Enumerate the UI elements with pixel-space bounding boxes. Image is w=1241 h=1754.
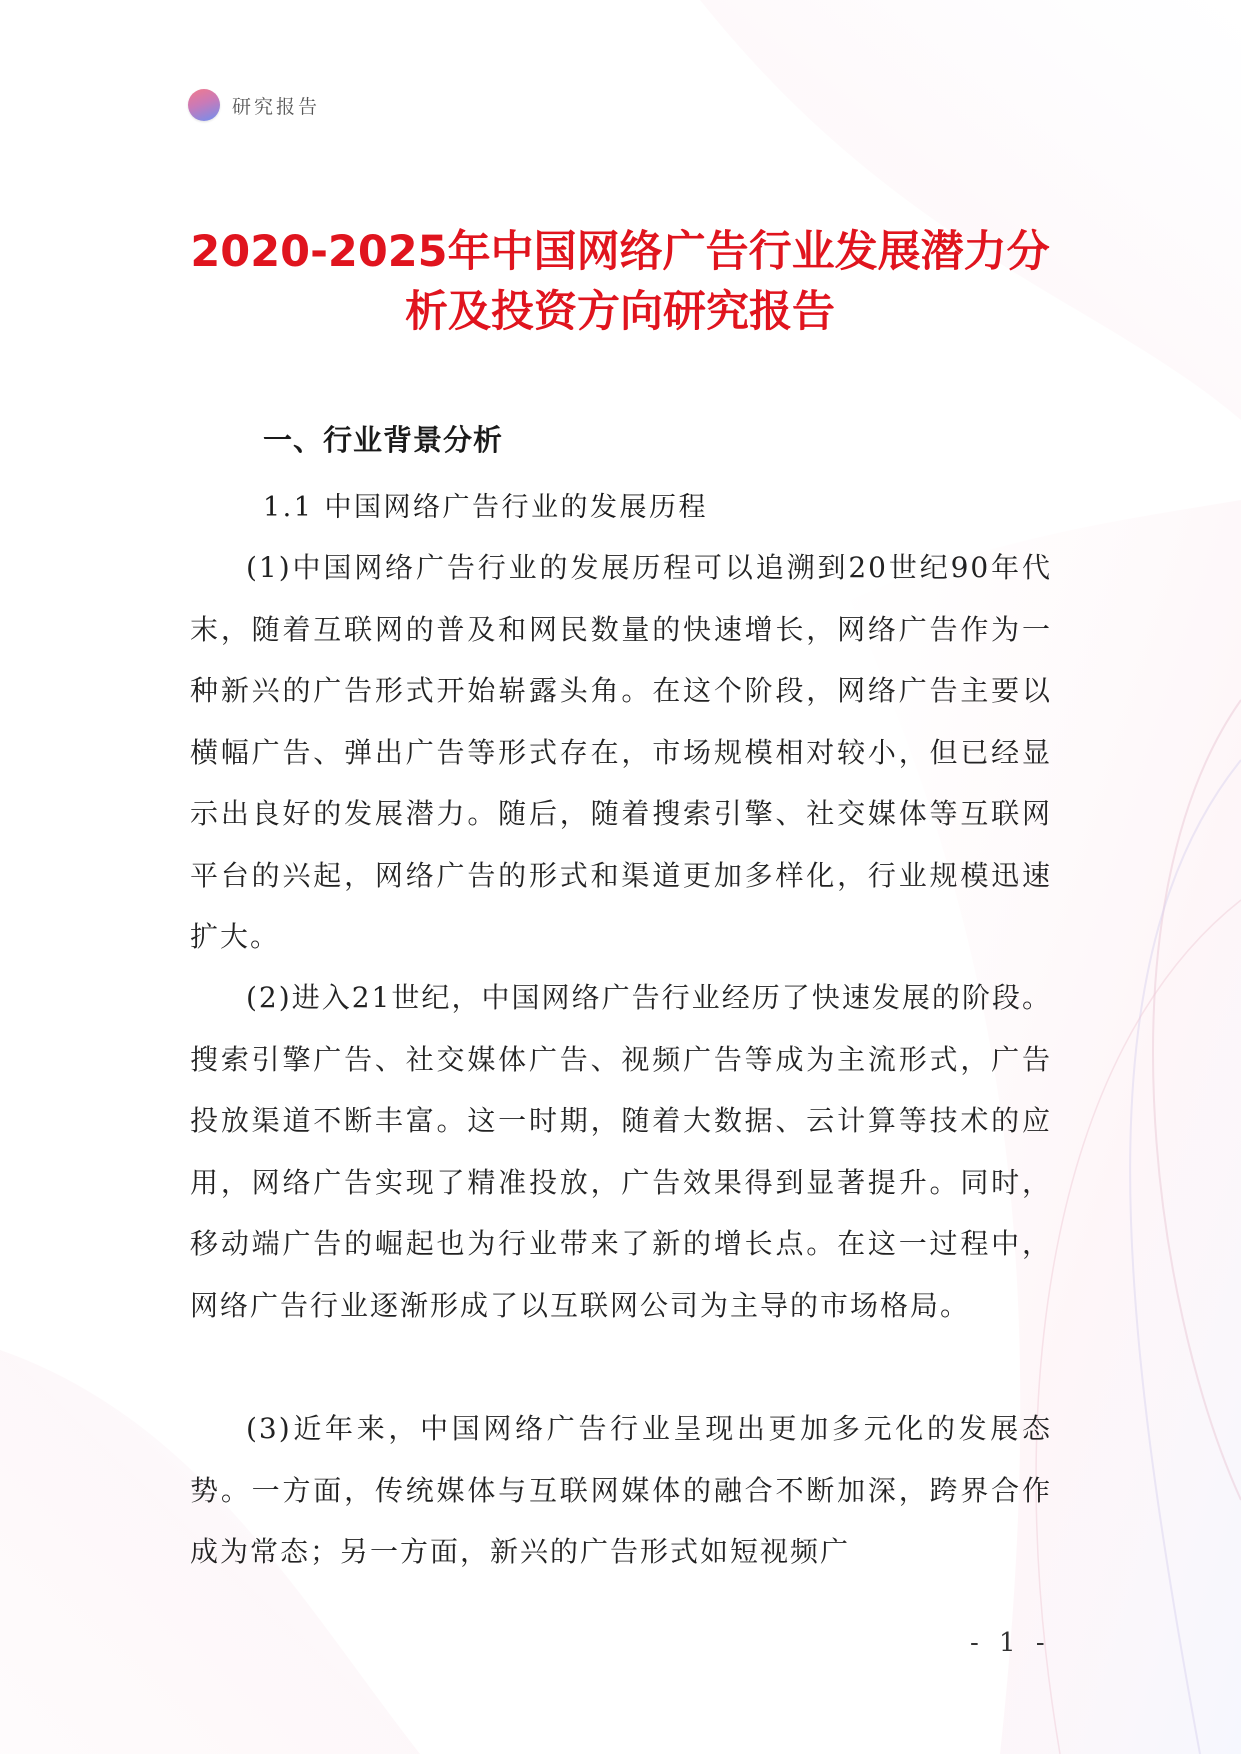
document-title: [150, 222, 1090, 342]
subsection-heading: 1.1 中国网络广告行业的发展历程: [263, 492, 709, 523]
body-paragraph-1: (1)中国网络广告行业的发展历程可以追溯到20世纪90年代末，随着互联网的普及和网民数量的快速增长，网络广告作为一种新兴的广告形式开始崭露头角。在这个阶段，网络广告主要以横幅广告、弹出广告等形式存在，市场规模相对较小，但已经显示出良好的发展潜力。随后，随着搜索引擎、社交媒体等互联网平台的兴起，网络广告的形式和渠道更加多样化，行业规模迅速扩大。: [190, 551, 1052, 953]
page-number: - 1 -: [970, 1628, 1051, 1658]
body-paragraph-3: (3)近年来，中国网络广告行业呈现出更加多元化的发展态势。一方面，传统媒体与互联网媒体的融合不断加深，跨界合作成为常态；另一方面，新兴的广告形式如短视频广: [190, 1412, 1052, 1568]
section-heading: 一、行业背景分析: [263, 423, 504, 457]
body-paragraph-2: (2)进入21世纪，中国网络广告行业经历了快速发展的阶段。搜索引擎广告、社交媒体广告、视频广告等成为主流形式，广告投放渠道不断丰富。这一时期，随着大数据、云计算等技术的应用，网络广告实现了精准投放，广告效果得到显著提升。同时，移动端广告的崛起也为行业带来了新的增长点。在这一过程中，网络广告行业逐渐形成了以互联网公司为主导的市场格局。: [190, 981, 1052, 1322]
brand-label: 研究报告: [232, 95, 321, 118]
header-brand: [188, 88, 320, 122]
brand-logo-icon: [188, 89, 220, 121]
document-title-line-1: 2020-2025年中国网络广告行业发展潜力分: [190, 227, 1050, 277]
document-title-line-2: 析及投资方向研究报告: [405, 287, 835, 337]
